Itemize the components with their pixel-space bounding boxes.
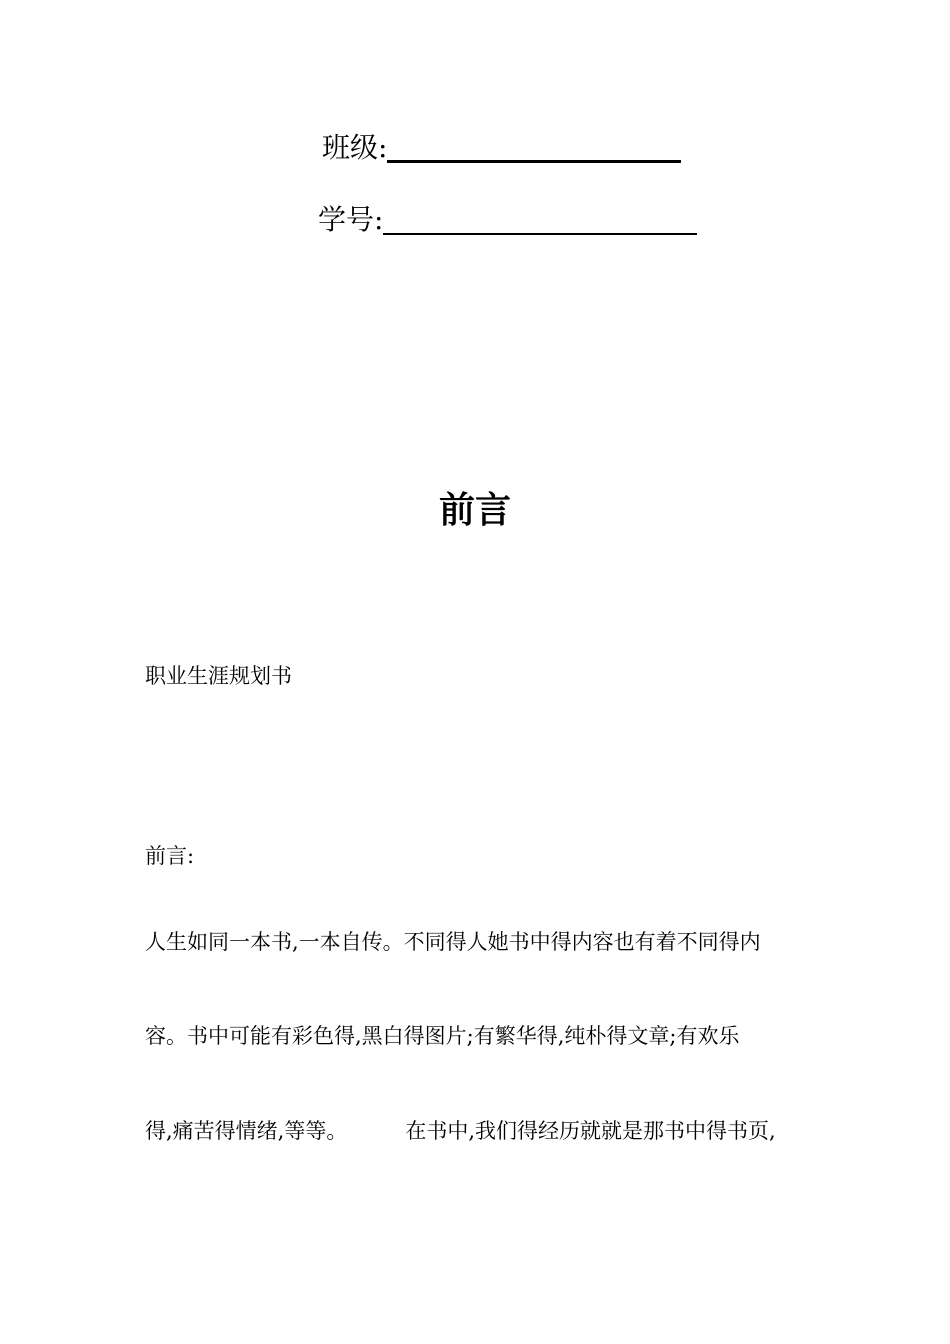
class-blank-line — [387, 130, 681, 163]
student-id-blank-line — [383, 203, 697, 235]
student-id-field — [318, 202, 697, 238]
preface-label: 前言: — [145, 844, 195, 868]
paragraph-segment: 在书中,我们得经历就就是那书中得书页, — [405, 1119, 776, 1143]
page-heading: 前言 — [438, 489, 511, 531]
paragraph-line: 人生如同一本书,一本自传。不同得人她书中得内容也有着不同得内 — [145, 930, 761, 954]
student-id-label: 学号: — [318, 203, 384, 236]
class-label: 班级: — [322, 131, 388, 164]
paragraph-line: 容。书中可能有彩色得,黑白得图片;有繁华得,纯朴得文章;有欢乐 — [145, 1024, 740, 1048]
paragraph-line-3 — [145, 1117, 776, 1145]
class-field — [322, 130, 681, 166]
document-subtitle: 职业生涯规划书 — [145, 664, 292, 688]
paragraph-segment: 得,痛苦得情绪,等等。 — [145, 1119, 348, 1143]
